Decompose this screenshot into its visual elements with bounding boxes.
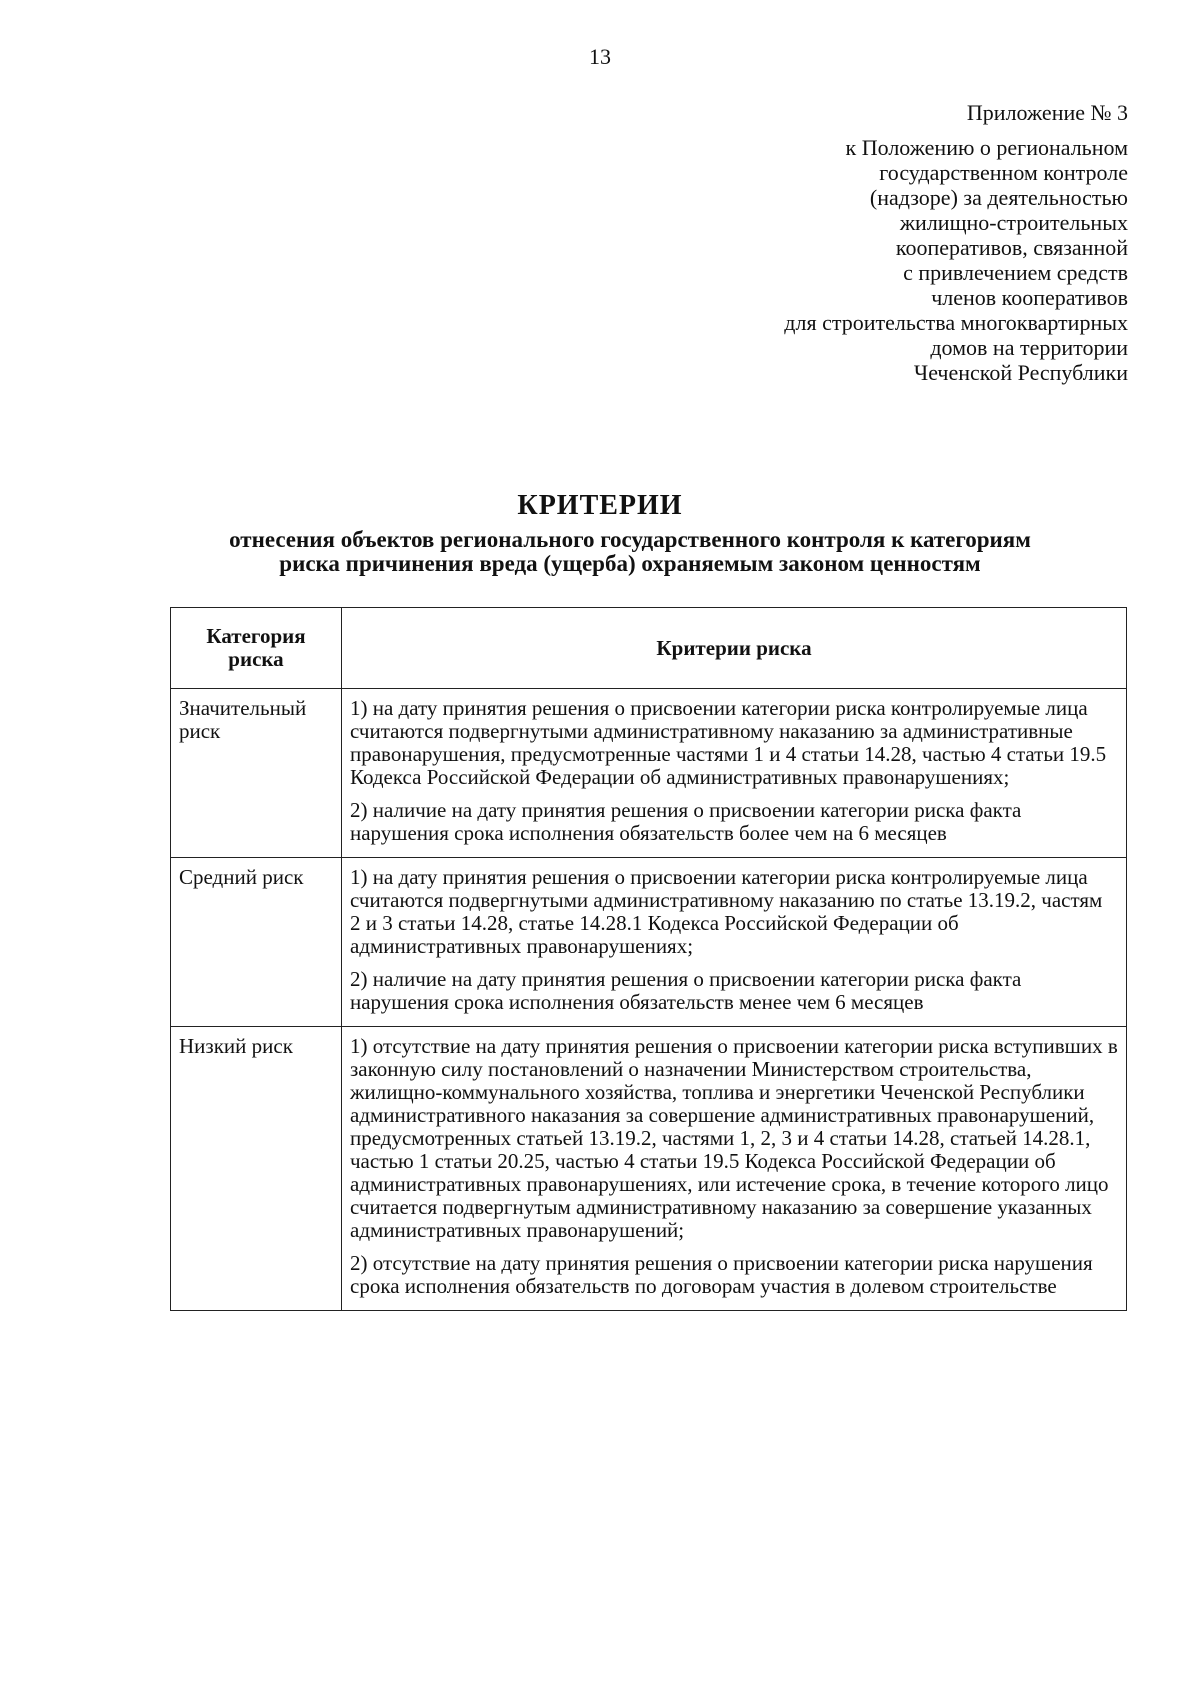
appendix-line: к Положению о региональном bbox=[845, 135, 1128, 160]
appendix-line: (надзоре) за деятельностью bbox=[869, 185, 1128, 210]
document-title: КРИТЕРИИ bbox=[517, 490, 683, 521]
appendix-line: кооперативов, связанной bbox=[895, 235, 1128, 260]
appendix-line: государственном контроле bbox=[879, 160, 1128, 185]
header-category: Категория риска bbox=[171, 608, 342, 689]
appendix-title: Приложение № 3 bbox=[966, 100, 1128, 125]
appendix-line: с привлечением средств bbox=[903, 260, 1128, 285]
criteria-item: 1) на дату принятия решения о присвоении категории риска контролируемые лица считаются подвергнутыми административному наказанию по статье 13.19.2, частям 2 и 3 статьи 14.28, статье 14.28.1 Кодекса Российской Федерации об административных правонарушениях; bbox=[350, 865, 1103, 958]
appendix-line: Чеченской Республики bbox=[913, 360, 1128, 385]
risk-criteria-cell bbox=[342, 689, 1127, 858]
risk-criteria-cell bbox=[342, 1027, 1127, 1311]
page-number: 13 bbox=[589, 44, 611, 69]
criteria-item: 2) наличие на дату принятия решения о присвоении категории риска факта нарушения срока исполнения обязательств менее чем 6 месяцев bbox=[350, 967, 1022, 1014]
table-row bbox=[171, 689, 1127, 858]
table-header-row bbox=[171, 608, 1127, 689]
criteria-item: 1) отсутствие на дату принятия решения о присвоении категории риска вступивших в законную силу постановлений о назначении Министерством строительства, жилищно-коммунального хозяйства, топлива и энергетики Чеченской Республики административного наказания за совершение административных правонарушений, предусмотренных статьей 13.19.2, частями 1, 2, 3 и 4 статьи 14.28, статьей 14.28.1, частью 1 статьи 20.25, частью 4 статьи 19.5 Кодекса Российской Федерации об административных правонарушениях, или истечение срока, в течение которого лицо считается подвергнутым административному наказанию за совершение указанных административных правонарушений; bbox=[350, 1034, 1118, 1242]
criteria-item: 2) отсутствие на дату принятия решения о присвоении категории риска нарушения срока исполнения обязательств по договорам участия в долевом строительстве bbox=[350, 1251, 1093, 1298]
risk-category-cell: Средний риск bbox=[171, 858, 342, 1027]
document-subtitle bbox=[150, 528, 1110, 576]
appendix-line: домов на территории bbox=[930, 335, 1128, 360]
risk-category-cell: Низкий риск bbox=[171, 1027, 342, 1311]
table-row bbox=[171, 858, 1127, 1027]
risk-criteria-table bbox=[170, 607, 1127, 1311]
document-subtitle-line: риска причинения вреда (ущерба) охраняемым законом ценностям bbox=[279, 551, 981, 576]
appendix-line: членов кооперативов bbox=[931, 285, 1128, 310]
risk-criteria-cell bbox=[342, 858, 1127, 1027]
criteria-item: 2) наличие на дату принятия решения о присвоении категории риска факта нарушения срока исполнения обязательств более чем на 6 месяцев bbox=[350, 798, 1022, 845]
document-subtitle-line: отнесения объектов регионального государственного контроля к категориям bbox=[229, 527, 1031, 552]
table-row bbox=[171, 1027, 1127, 1311]
appendix-block bbox=[708, 100, 1128, 385]
criteria-item: 1) на дату принятия решения о присвоении категории риска контролируемые лица считаются подвергнутыми административному наказанию за административные правонарушения, предусмотренные частями 1 и 4 статьи 14.28, частью 4 статьи 19.5 Кодекса Российской Федерации об административных правонарушениях; bbox=[350, 696, 1107, 789]
risk-category-cell: Значительный риск bbox=[171, 689, 342, 858]
appendix-line: жилищно-строительных bbox=[899, 210, 1128, 235]
appendix-line: для строительства многоквартирных bbox=[784, 310, 1128, 335]
header-criteria: Критерии риска bbox=[342, 608, 1127, 689]
